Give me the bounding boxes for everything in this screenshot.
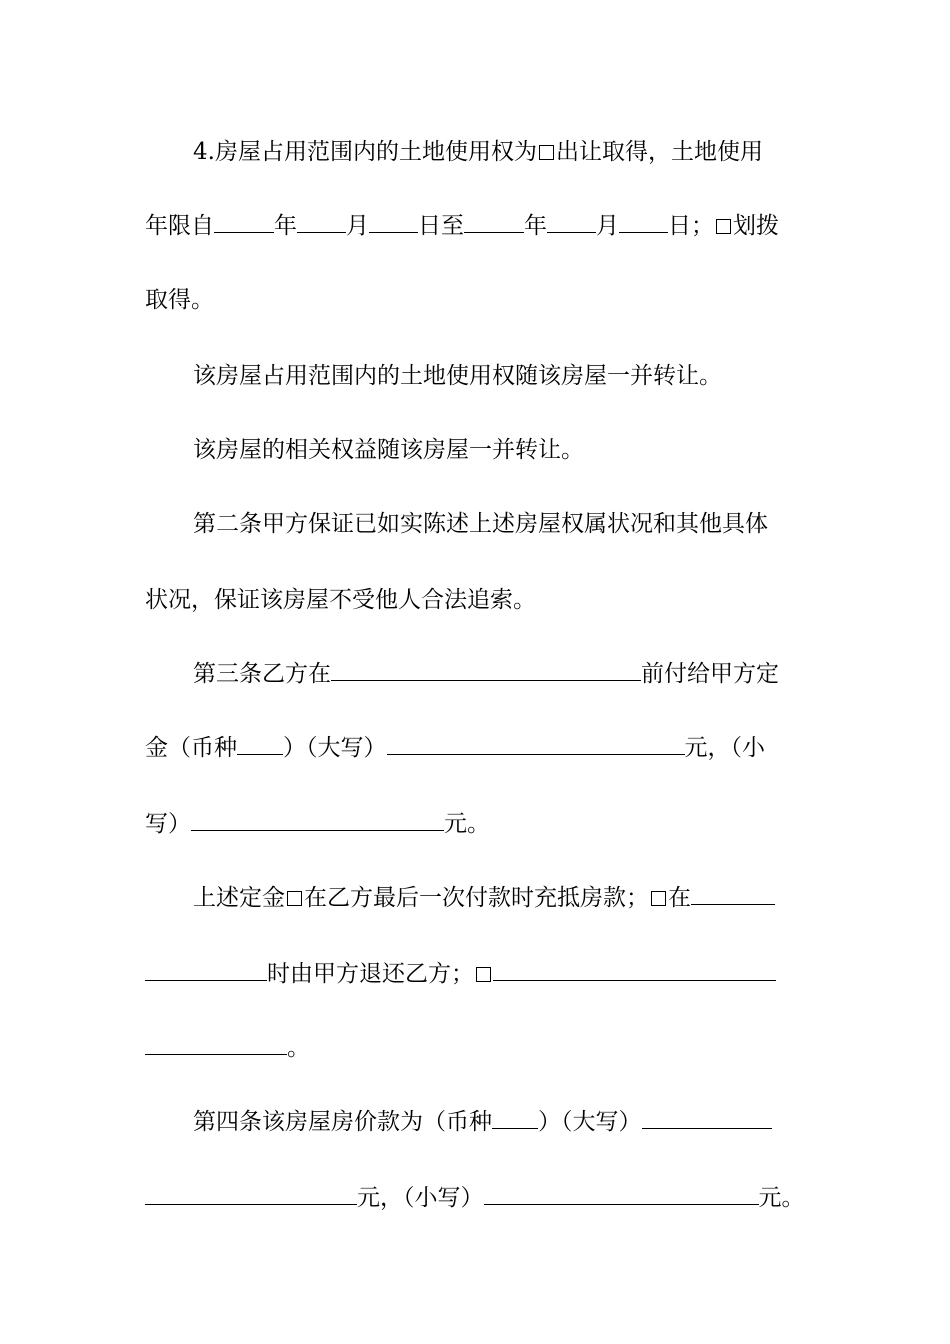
- para-land-transfer: [193, 358, 810, 394]
- blank-field: [237, 754, 283, 755]
- text-segment: 该房屋的相关权益随该房屋一并转让。: [193, 437, 584, 463]
- text-segment: 划拨: [733, 213, 779, 239]
- text-segment: 第二条甲方保证已如实陈述上述房屋权属状况和其他具体: [193, 511, 768, 537]
- text-segment: 元。: [758, 1185, 805, 1211]
- para-land-use-line-2: [145, 208, 810, 244]
- checkbox-icon: [476, 967, 491, 982]
- text-segment: 月: [346, 213, 369, 239]
- text-segment: 日；: [668, 213, 714, 239]
- text-segment: 元，（小: [684, 735, 765, 761]
- text-segment: 在: [668, 885, 691, 911]
- checkbox-icon: [287, 891, 302, 906]
- checkbox-icon: [651, 891, 666, 906]
- text-segment: 元。: [444, 811, 490, 837]
- blank-field: [484, 1204, 759, 1205]
- blank-field: [387, 754, 685, 755]
- checkbox-icon: [716, 219, 731, 234]
- article-4-line-1: [193, 1104, 810, 1140]
- text-segment: 年限自: [145, 213, 214, 239]
- text-segment: 月: [596, 213, 619, 239]
- blank-field: [492, 1128, 538, 1129]
- article-3-line-3: [145, 806, 810, 842]
- text-segment: 该房屋占用范围内的土地使用权随该房屋一并转让。: [193, 363, 722, 389]
- blank-field: [214, 232, 274, 233]
- blank-field: [145, 980, 267, 981]
- blank-field: [464, 232, 524, 233]
- blank-field: [145, 1204, 357, 1205]
- text-segment: 前付给甲方定: [641, 661, 779, 687]
- text-segment: ）（大写）: [538, 1109, 642, 1135]
- para-rights-transfer: [193, 432, 810, 468]
- text-segment: 取得。: [145, 287, 214, 313]
- para-land-use-line-1: [193, 134, 810, 170]
- blank-field: [619, 232, 668, 233]
- blank-field: [297, 232, 346, 233]
- blank-field: [493, 980, 776, 981]
- article-2-line-1: [193, 506, 810, 542]
- text-segment: 元，（小写）: [357, 1185, 484, 1211]
- checkbox-icon: [539, 145, 554, 160]
- article-2-line-2: [145, 582, 810, 618]
- text-segment: 第三条乙方在: [193, 661, 331, 687]
- blank-field: [369, 232, 418, 233]
- article-3-line-2: [145, 730, 810, 766]
- text-segment: 写）: [145, 811, 191, 837]
- text-segment: 日至: [418, 213, 464, 239]
- blank-field: [691, 904, 775, 905]
- text-segment: 第四条该房屋房价款为（币种: [193, 1109, 492, 1135]
- blank-field: [331, 680, 641, 681]
- text-segment: 4.房屋占用范围内的土地使用权为: [193, 139, 537, 165]
- text-segment: 金（币种: [145, 735, 237, 761]
- text-segment: 出让取得，土地使用: [555, 139, 763, 165]
- blank-field: [642, 1128, 772, 1129]
- blank-field: [547, 232, 596, 233]
- text-segment: 状况，保证该房屋不受他人合法追索。: [145, 587, 536, 613]
- deposit-line-1: [193, 880, 810, 916]
- text-segment: 年: [274, 213, 297, 239]
- article-3-line-1: [193, 656, 810, 692]
- blank-field: [145, 1054, 287, 1055]
- text-segment: 上述定金: [193, 885, 285, 911]
- para-land-use-line-3: [145, 282, 810, 318]
- text-segment: 。: [287, 1035, 310, 1061]
- deposit-line-2: [145, 956, 810, 992]
- text-segment: 时由甲方退还乙方；: [267, 961, 474, 987]
- article-4-line-2: [145, 1180, 810, 1216]
- deposit-line-3: [145, 1030, 810, 1066]
- text-segment: 年: [524, 213, 547, 239]
- text-segment: 在乙方最后一次付款时充抵房款；: [304, 885, 649, 911]
- blank-field: [191, 830, 444, 831]
- text-segment: ）（大写）: [283, 735, 387, 761]
